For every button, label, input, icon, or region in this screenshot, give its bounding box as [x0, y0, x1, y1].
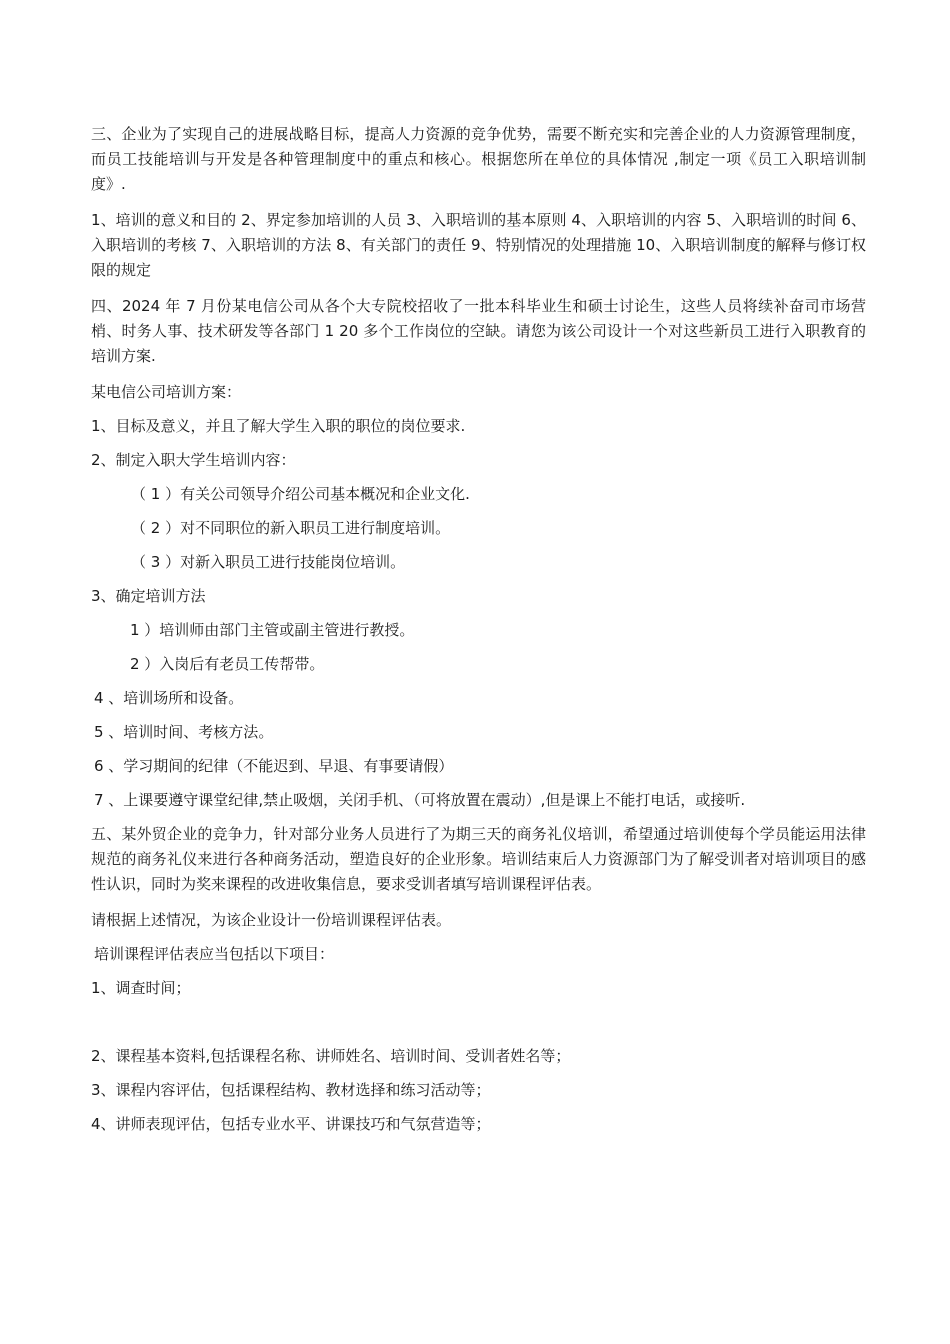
plan-item-2: 2、制定入职大学生培训内容：	[91, 451, 296, 469]
eval-item-4: 4、讲师表现评估，包括专业水平、讲课技巧和气氛营造等；	[91, 1115, 491, 1133]
section-5-lead: 培训课程评估表应当包括以下项目：	[94, 945, 335, 963]
document-page	[91, 122, 866, 1146]
eval-item-2: 2、课程基本资料,包括课程名称、讲师姓名、培训时间、受训者姓名等；	[91, 1047, 571, 1065]
section-3-intro: 三、企业为了实现自己的进展战略目标，提高人力资源的竞争优势，需要不断充实和完善企业的人力资源管理制度，而员工技能培训与开发是各种管理制度中的重点和核心。根据您所在单位的具体情况 ,制定一项《员工入职培训制度》.	[91, 125, 866, 193]
plan-item-4: 4 、培训场所和设备。	[94, 689, 244, 707]
plan-item-3: 3、确定培训方法	[91, 587, 206, 605]
plan-item-6: 6 、学习期间的纪律（不能迟到、早退、有事要请假）	[94, 757, 454, 775]
section-5-ask: 请根据上述情况，为该企业设计一份培训课程评估表。	[91, 911, 452, 929]
plan-item-1: 1、目标及意义，并且了解大学生入职的职位的岗位要求.	[91, 417, 466, 435]
plan-item-2a: （ 1 ）有关公司领导介绍公司基本概况和企业文化.	[131, 485, 470, 503]
plan-item-5: 5 、培训时间、考核方法。	[94, 723, 274, 741]
eval-item-3: 3、课程内容评估，包括课程结构、教材选择和练习活动等；	[91, 1081, 491, 1099]
plan-item-3a: 1 ）培训师由部门主管或副主管进行教授。	[130, 621, 415, 639]
section-5-intro: 五、某外贸企业的竞争力，针对部分业务人员进行了为期三天的商务礼仪培训，希望通过培训使每个学员能运用法律规范的商务礼仪来进行各种商务活动，塑造良好的企业形象。培训结束后人力资源部门为了解受训者对培训项目的感性认识，同时为奖来课程的改进收集信息，要求受训者填写培训课程评估表。	[91, 825, 866, 893]
plan-item-2b: （ 2 ）对不同职位的新入职员工进行制度培训。	[131, 519, 451, 537]
plan-title: 某电信公司培训方案：	[91, 383, 242, 401]
plan-item-7: 7 、上课要遵守课堂纪律,禁止吸烟，关闭手机、（可将放置在震动）,但是课上不能打电话，或接听.	[94, 791, 746, 809]
plan-item-2c: （ 3 ）对新入职员工进行技能岗位培训。	[131, 553, 406, 571]
plan-item-3b: 2 ）入岗后有老员工传帮带。	[130, 655, 325, 673]
section-3-items: 1、培训的意义和目的 2、界定参加培训的人员 3、入职培训的基本原则 4、入职培训的内容 5、入职培训的时间 6、入职培训的考核 7、入职培训的方法 8、有关部门的责任 9、特别情况的处理措施 10、入职培训制度的解释与修订权限的规定	[91, 211, 866, 279]
section-4-intro: 四、2024 年 7 月份某电信公司从各个大专院校招收了一批本科毕业生和硕士讨论生，这些人员将续补奋司市场营梢、时务人事、技术研发等各部门 1 20 多个工作岗位的空缺。请您为该公司设计一个对这些新员工进行入职教育的培训方案.	[91, 297, 866, 365]
eval-item-1: 1、调查时间；	[91, 979, 191, 997]
